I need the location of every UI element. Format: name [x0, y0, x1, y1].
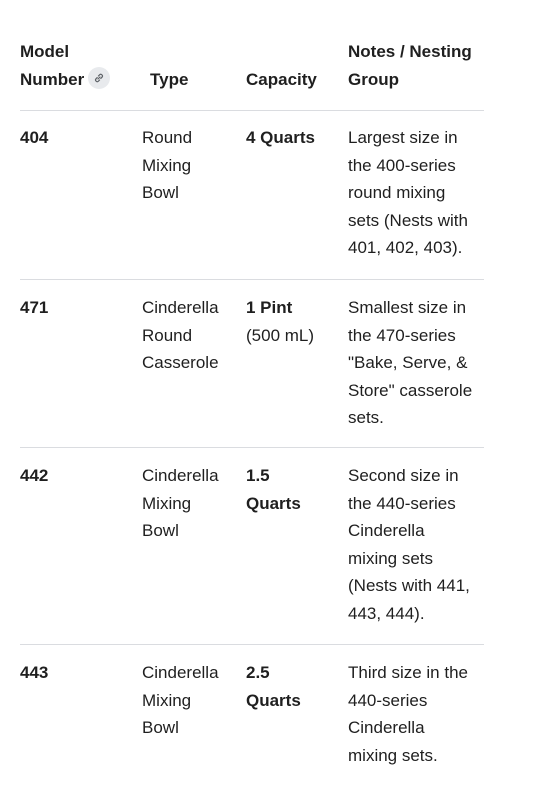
type-cell: Cinderella Round Casserole	[142, 298, 219, 372]
notes-cell: Largest size in the 400-series round mixing sets (Nests with 401, 402, 403).	[348, 128, 468, 257]
capacity-cell: 4 Quarts	[246, 128, 315, 147]
model-number: 404	[20, 128, 49, 147]
table-row	[20, 111, 484, 280]
product-table	[20, 0, 484, 810]
model-number: 443	[20, 663, 49, 682]
model-number: 471	[20, 298, 49, 317]
notes-cell: Third size in the 440-series Cinderella mixing sets.	[348, 663, 468, 765]
header-type: Type	[150, 69, 189, 89]
capacity-cell: 2.5 Quarts	[246, 663, 301, 710]
type-cell: Cinderella Mixing Bowl	[142, 663, 219, 737]
header-capacity: Capacity	[246, 69, 317, 89]
table-row	[20, 645, 484, 810]
header-notes: Notes / Nesting Group	[348, 42, 472, 89]
type-cell: Round Mixing Bowl	[142, 128, 193, 202]
table-row	[20, 280, 484, 448]
capacity-cell: 1.5 Quarts	[246, 466, 301, 513]
table-header-row	[20, 0, 484, 111]
type-cell: Cinderella Mixing Bowl	[142, 466, 219, 540]
link-icon[interactable]	[88, 67, 110, 89]
capacity-cell: 1 Pint (500 mL)	[246, 298, 315, 345]
notes-cell: Smallest size in the 470-series "Bake, Serve, & Store" casserole sets.	[348, 298, 473, 427]
notes-cell: Second size in the 440-series Cinderella mixing sets (Nests with 441, 443, 444).	[348, 466, 470, 623]
header-model-number: Model Number	[20, 38, 130, 93]
model-number: 442	[20, 466, 49, 485]
table-row	[20, 448, 484, 645]
